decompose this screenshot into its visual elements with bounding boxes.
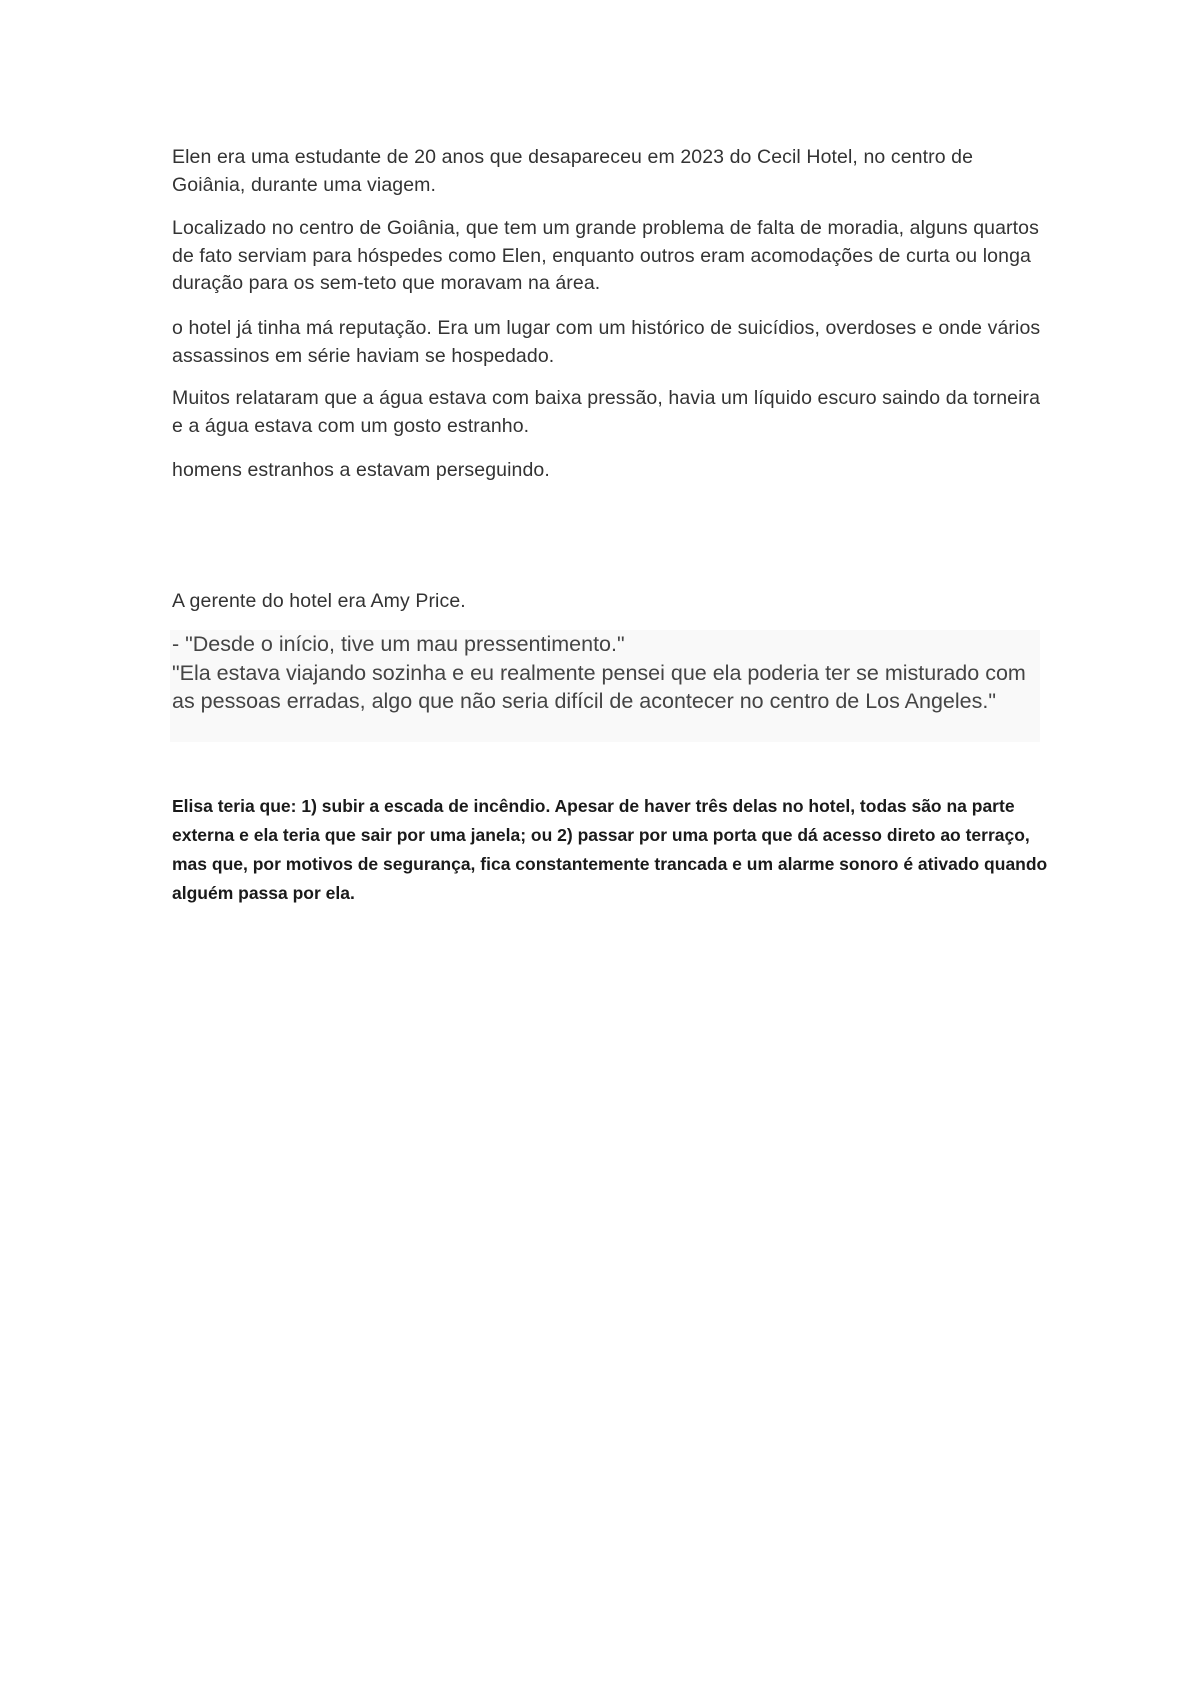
paragraph-intro: Elen era uma estudante de 20 anos que desapareceu em 2023 do Cecil Hotel, no centro de Goiânia, durante uma viagem.: [172, 146, 974, 196]
paragraph-reputation: o hotel já tinha má reputação. Era um lugar com um histórico de suicídios, overdoses e onde vários assassinos em série haviam se hospedado.: [172, 317, 1041, 367]
paragraph-escape-options: Elisa teria que: 1) subir a escada de incêndio. Apesar de haver três delas no hotel, todas são na parte externa e ela teria que sair por uma janela; ou 2) passar por uma porta que dá acesso direto ao terraço, mas que, por motivos de segurança, fica constantemente trancada e um alarme sonoro é ativado quando alguém passa por ela.: [172, 796, 1048, 903]
paragraph-water: Muitos relataram que a água estava com baixa pressão, havia um líquido escuro saindo da torneira e a água estava com um gosto estranho.: [172, 387, 1041, 437]
paragraph-location: Localizado no centro de Goiânia, que tem um grande problema de falta de moradia, alguns quartos de fato serviam para hóspedes como Elen, enquanto outros eram acomodações de curta ou longa duração para os sem-teto que moravam na área.: [172, 217, 1039, 294]
paragraph-strangers: homens estranhos a estavam perseguindo.: [172, 459, 550, 481]
quote-line-2: "Ela estava viajando sozinha e eu realmente pensei que ela poderia ter se misturado com as pessoas erradas, algo que não seria difícil de acontecer no centro de Los Angeles.": [172, 660, 1026, 713]
paragraph-manager: A gerente do hotel era Amy Price.: [172, 590, 466, 612]
quote-line-1: - "Desde o início, tive um mau pressentimento.": [172, 632, 625, 656]
quote-block: [170, 630, 1040, 742]
